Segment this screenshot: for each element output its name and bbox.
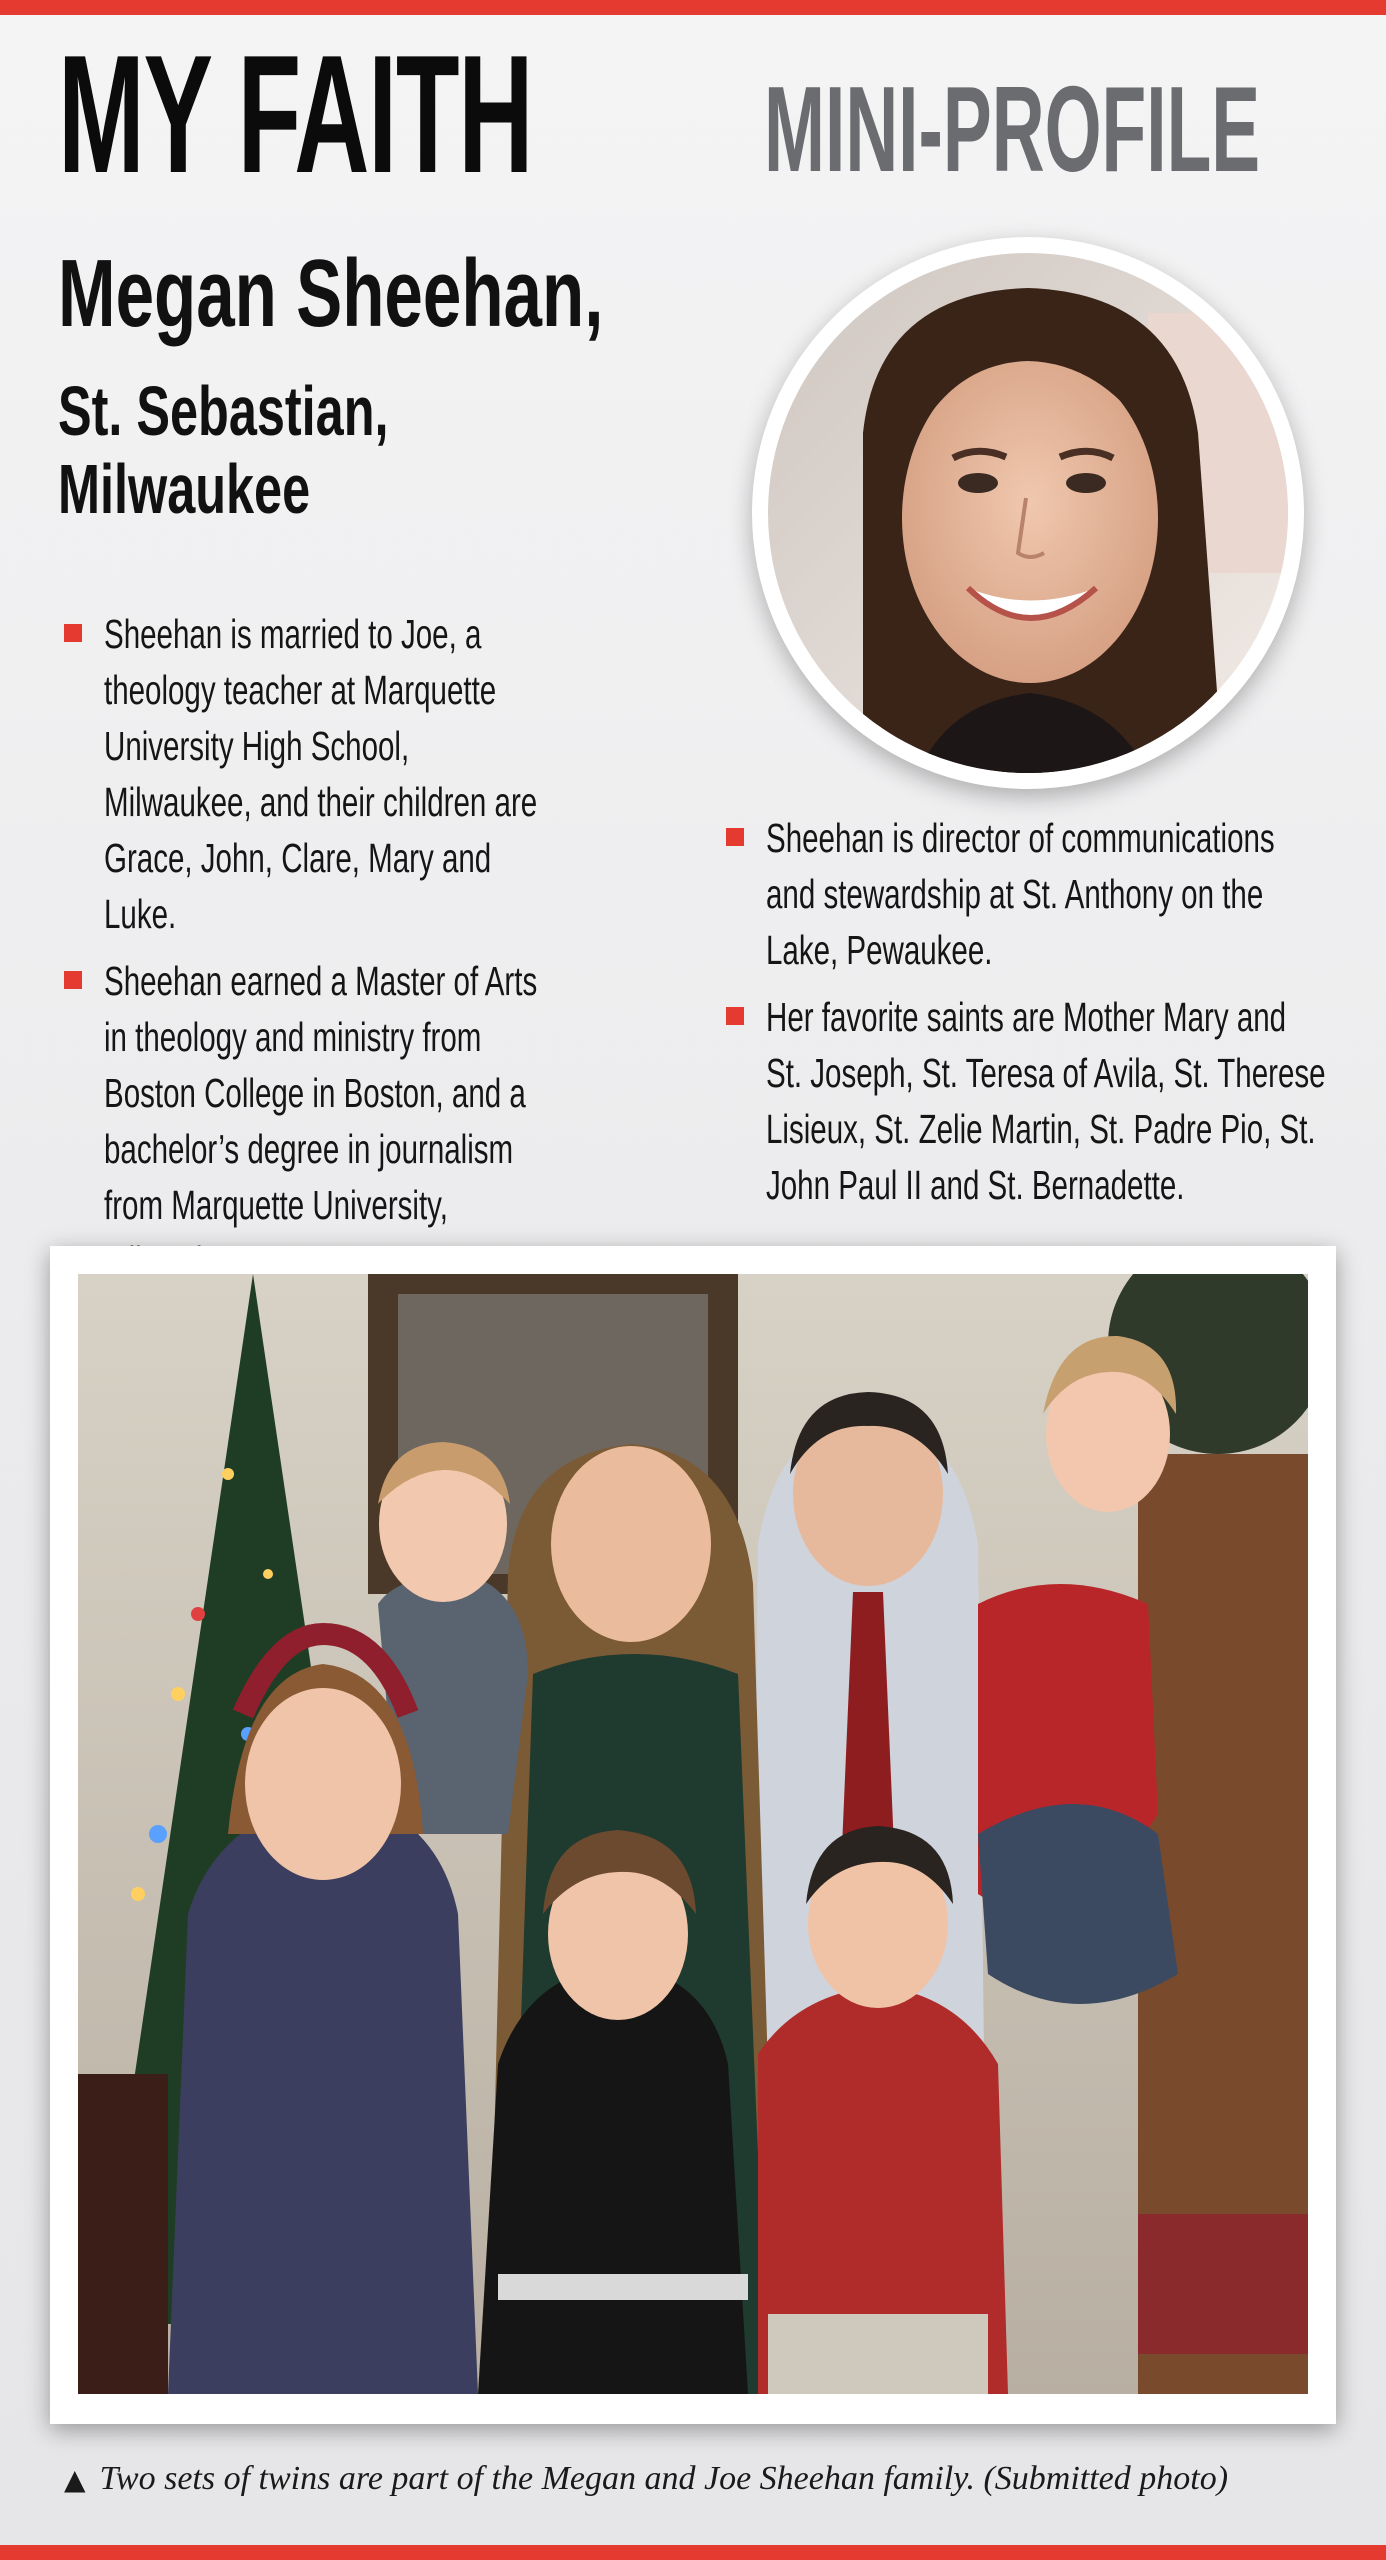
masthead bbox=[58, 20, 1386, 208]
triangle-marker-icon: ▲ bbox=[64, 2463, 86, 2496]
list-item: Sheehan is director of communications and stewardship at St. Anthony on the Lake, Pewaukee. bbox=[726, 810, 1346, 978]
profile-name: Megan Sheehan, bbox=[58, 240, 604, 347]
bullet-square-icon bbox=[726, 1007, 744, 1025]
parish-line-2: Milwaukee bbox=[58, 450, 311, 528]
bottom-accent-bar bbox=[0, 2545, 1386, 2560]
parish-line-1: St. Sebastian, bbox=[58, 372, 389, 450]
portrait-frame bbox=[752, 237, 1304, 789]
list-item: Sheehan is married to Joe, a theology teacher at Marquette University High School, Milwaukee, and their children are Grace, John, Clare, Mary and Luke. bbox=[64, 606, 694, 942]
list-item: Her favorite saints are Mother Mary and St. Joseph, St. Teresa of Avila, St. Therese Lisieux, St. Zelie Martin, St. Padre Pio, St. John Paul II and St. Bernadette. bbox=[726, 989, 1346, 1213]
bullet-square-icon bbox=[64, 624, 82, 642]
section-title: MY FAITH bbox=[58, 20, 533, 208]
bullet-square-icon bbox=[726, 828, 744, 846]
list-item: Sheehan earned a Master of Arts in theology and ministry from Boston College in Boston, and a bachelor’s degree in journalism from Marquette University, bbox=[64, 953, 694, 1289]
section-subtitle: MINI-PROFILE bbox=[764, 61, 1261, 197]
photo-caption bbox=[64, 2460, 1228, 2498]
profile-parish bbox=[58, 372, 389, 528]
family-photo-frame bbox=[50, 1246, 1336, 2424]
top-accent-bar bbox=[0, 0, 1386, 15]
family-photo bbox=[78, 1274, 1308, 2394]
portrait-photo bbox=[768, 253, 1288, 773]
bullet-list-right bbox=[726, 810, 1346, 1224]
caption-text: Two sets of twins are part of the Megan and Joe Sheehan family. (Submitted photo) bbox=[99, 2460, 1229, 2497]
bullet-square-icon bbox=[64, 971, 82, 989]
